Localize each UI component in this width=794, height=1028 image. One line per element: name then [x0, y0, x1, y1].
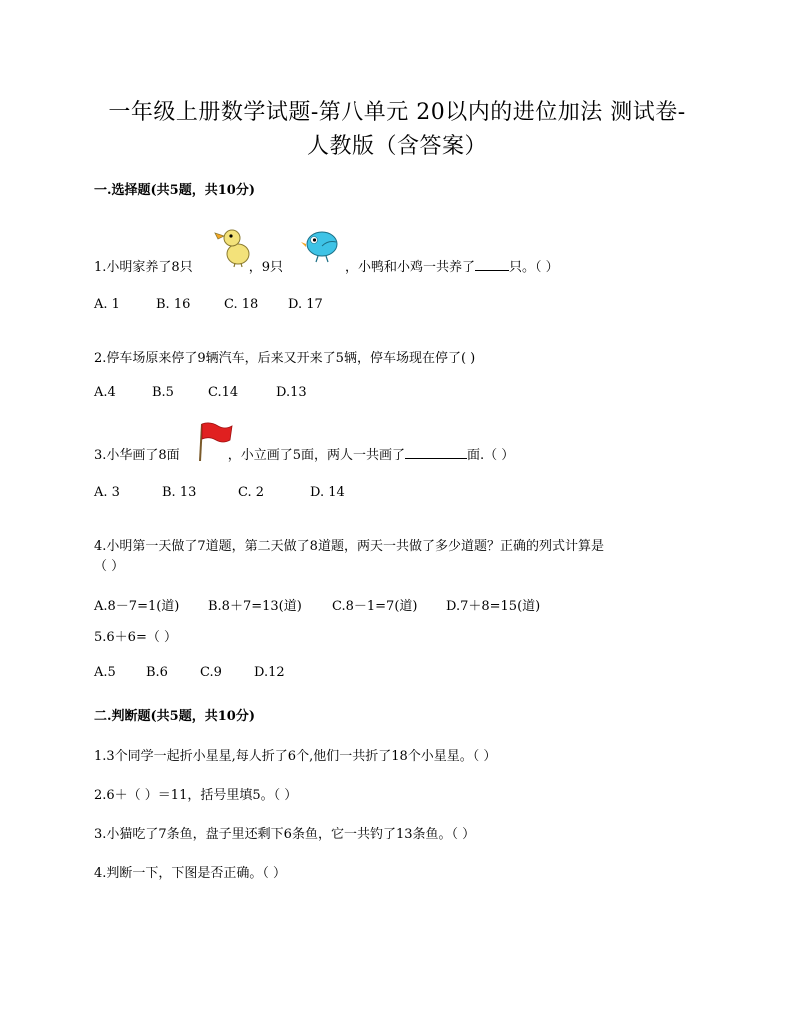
q4-option-a[interactable]: A.8－7=1(道) — [94, 599, 180, 614]
q1-text-4: 只。（ ） — [508, 260, 559, 275]
q3-text-1: 3.小华画了8面 — [94, 448, 180, 463]
q3-answer-blank[interactable] — [405, 446, 467, 459]
q2-option-d[interactable]: D.13 — [276, 385, 307, 400]
question-2: 2.停车场原来停了9辆汽车，后来又开来了5辆，停车场现在停了( ) — [94, 351, 476, 366]
page-title — [60, 96, 734, 164]
q1-text-1: 1.小明家养了8只 — [94, 260, 193, 275]
judgment-1: 1.3个同学一起折小星星,每人折了6个,他们一共折了18个小星星。（ ） — [94, 749, 497, 764]
q1-options — [94, 297, 323, 312]
title-line-1: 一年级上册数学试题-第八单元 20以内的进位加法 测试卷- — [108, 100, 686, 125]
q1-option-c[interactable]: C. 18 — [224, 297, 259, 312]
q3-option-b[interactable]: B. 13 — [162, 485, 197, 500]
q1-answer-blank[interactable] — [475, 258, 509, 271]
section-heading-choice: 一.选择题(共5题，共10分) — [94, 183, 255, 198]
q2-option-a[interactable]: A.4 — [94, 385, 116, 400]
q1-option-b[interactable]: B. 16 — [156, 297, 191, 312]
q1-option-d[interactable]: D. 17 — [288, 297, 323, 312]
q3-option-c[interactable]: C. 2 — [238, 485, 265, 500]
q1-option-a[interactable]: A. 1 — [94, 297, 120, 312]
q2-options — [94, 385, 307, 400]
q5-option-c[interactable]: C.9 — [200, 665, 222, 680]
question-4 — [94, 537, 604, 577]
q3-option-d[interactable]: D. 14 — [310, 485, 345, 500]
q4-option-c[interactable]: C.8－1=7(道) — [332, 599, 418, 614]
q3-option-a[interactable]: A. 3 — [94, 485, 120, 500]
q4-options — [94, 595, 540, 614]
q4-line-2: （ ） — [94, 559, 125, 574]
q1-text-2: ，9只 — [248, 260, 283, 275]
q5-options — [94, 665, 285, 680]
question-1 — [94, 258, 559, 278]
q4-option-b[interactable]: B.8＋7=13(道) — [208, 599, 302, 614]
q3-text-2: ，小立画了5面，两人一共画了 — [227, 448, 405, 463]
judgment-4: 4.判断一下，下图是否正确。（ ） — [94, 866, 287, 881]
q1-text-3: ，小鸭和小鸡一共养了 — [344, 260, 475, 275]
judgment-2: 2.6＋（ ）＝11，括号里填5。（ ） — [94, 788, 298, 803]
q5-option-d[interactable]: D.12 — [254, 665, 285, 680]
section-heading-judgment: 二.判断题(共5题，共10分) — [94, 709, 255, 724]
question-5: 5.6＋6=（ ） — [94, 630, 177, 645]
q2-option-b[interactable]: B.5 — [152, 385, 174, 400]
q5-option-a[interactable]: A.5 — [94, 665, 116, 680]
q4-option-d[interactable]: D.7＋8=15(道) — [446, 599, 541, 614]
title-line-2: 人教版（含答案） — [306, 134, 487, 159]
q3-options — [94, 485, 345, 500]
question-3 — [94, 446, 514, 466]
q3-text-3: 面.（ ） — [466, 448, 515, 463]
q2-option-c[interactable]: C.14 — [208, 385, 239, 400]
q5-option-b[interactable]: B.6 — [146, 665, 168, 680]
judgment-3: 3.小猫吃了7条鱼，盘子里还剩下6条鱼，它一共钓了13条鱼。（ ） — [94, 827, 476, 842]
q4-line-1: 4.小明第一天做了7道题，第二天做了8道题，两天一共做了多少道题？正确的列式计算是 — [94, 539, 604, 554]
